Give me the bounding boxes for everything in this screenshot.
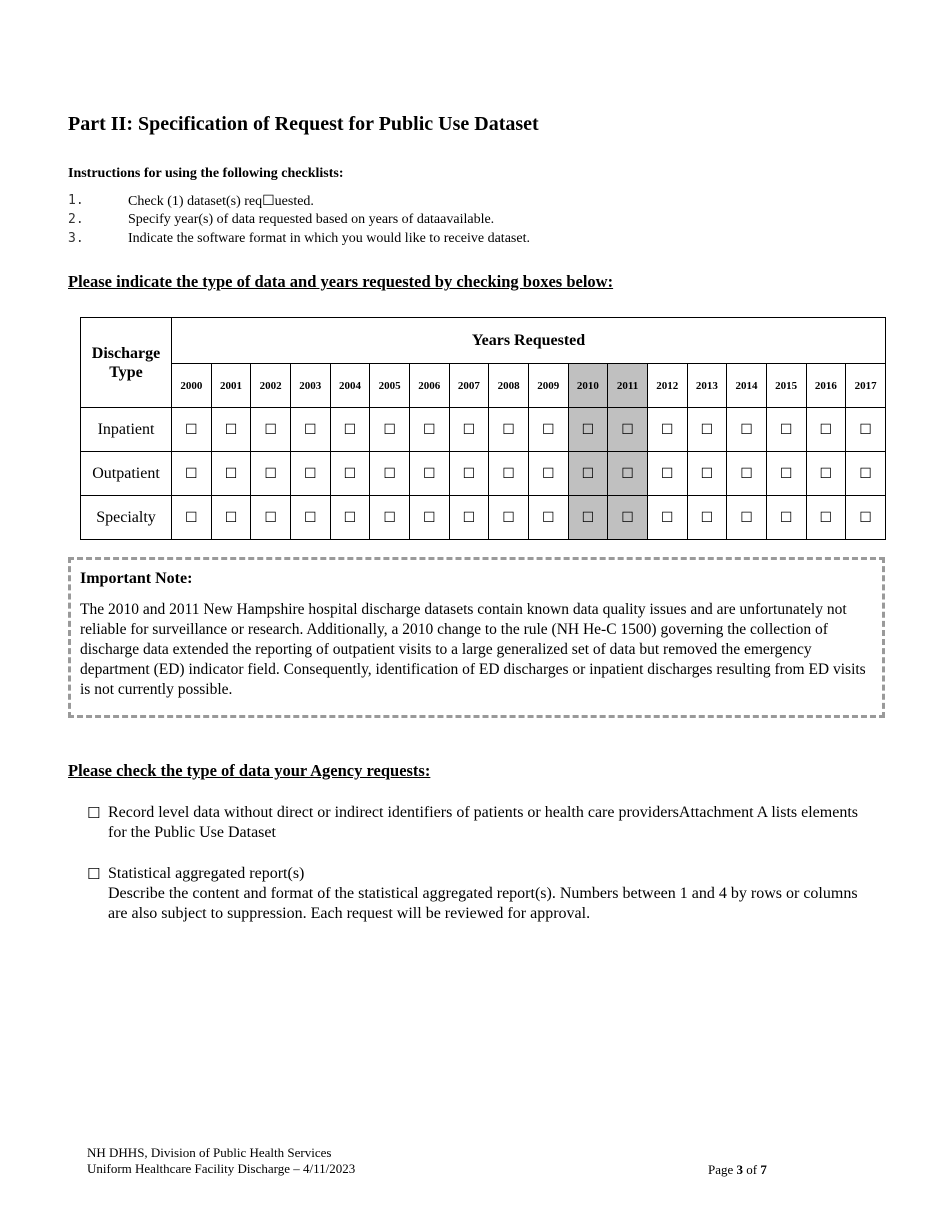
checkbox-specialty-2017[interactable]: ☐ <box>846 496 886 540</box>
checkbox-specialty-2012[interactable]: ☐ <box>647 496 687 540</box>
year-header-2010: 2010 <box>568 364 608 408</box>
checkbox-inpatient-2004[interactable]: ☐ <box>330 408 370 452</box>
page-number-current: 3 <box>736 1162 744 1177</box>
checkbox-specialty-2010[interactable]: ☐ <box>568 496 608 540</box>
checkbox-inpatient-2000[interactable]: ☐ <box>172 408 212 452</box>
checkbox-specialty-2000[interactable]: ☐ <box>172 496 212 540</box>
years-section-heading: Please indicate the type of data and years requested by checking boxes below: <box>68 272 614 291</box>
page-number-middle: of <box>743 1162 761 1177</box>
record-level-label: Record level data without direct or indirect identifiers of patients or health care providersAttachment A lists elements for the Public Use Dataset <box>108 804 858 841</box>
important-note-title: Important Note: <box>80 570 193 587</box>
checkbox-outpatient-2012[interactable]: ☐ <box>647 452 687 496</box>
year-header-2012: 2012 <box>647 364 687 408</box>
table-row <box>81 452 886 496</box>
checkbox-outpatient-2001[interactable]: ☐ <box>211 452 251 496</box>
year-header-2008: 2008 <box>489 364 529 408</box>
table-row <box>81 496 886 540</box>
statistical-report-option <box>87 864 877 924</box>
checkbox-outpatient-2010[interactable]: ☐ <box>568 452 608 496</box>
checkbox-inpatient-2002[interactable]: ☐ <box>251 408 291 452</box>
checkbox-outpatient-2008[interactable]: ☐ <box>489 452 529 496</box>
instruction-item <box>68 193 768 212</box>
instruction-text: Check (1) dataset(s) req☐uested. <box>128 194 314 209</box>
checkbox-outpatient-2002[interactable]: ☐ <box>251 452 291 496</box>
statistical-report-checkbox[interactable]: ☐ <box>87 865 101 883</box>
checkbox-inpatient-2017[interactable]: ☐ <box>846 408 886 452</box>
discharge-type-label: Specialty <box>81 496 172 540</box>
checkbox-specialty-2015[interactable]: ☐ <box>766 496 806 540</box>
checkbox-outpatient-2005[interactable]: ☐ <box>370 452 410 496</box>
year-header-2004: 2004 <box>330 364 370 408</box>
checkbox-specialty-2004[interactable]: ☐ <box>330 496 370 540</box>
checkbox-inpatient-2003[interactable]: ☐ <box>290 408 330 452</box>
checkbox-specialty-2016[interactable]: ☐ <box>806 496 846 540</box>
year-header-2011: 2011 <box>608 364 648 408</box>
important-note-text: The 2010 and 2011 New Hampshire hospital discharge datasets contain known data quality issues and are unfortunately not reliable for surveillance or research. Additionally, a 2010 change to the rule (NH He-C 1500) governing the collection of discharge data extended the reporting of outpatient visits to a large generalized set of data but removed the emergency department (ED) indicator field. Consequently, identification of ED discharges or inpatient discharges resulting from ED visits is not currently possible. <box>80 601 866 698</box>
year-header-2014: 2014 <box>727 364 767 408</box>
year-header-2006: 2006 <box>409 364 449 408</box>
year-header-2017: 2017 <box>846 364 886 408</box>
year-header-2005: 2005 <box>370 364 410 408</box>
checkbox-inpatient-2010[interactable]: ☐ <box>568 408 608 452</box>
checkbox-inpatient-2014[interactable]: ☐ <box>727 408 767 452</box>
instruction-number: 1. <box>68 193 84 208</box>
page-number <box>708 1162 767 1178</box>
checkbox-specialty-2013[interactable]: ☐ <box>687 496 727 540</box>
instruction-item <box>68 231 768 250</box>
year-header-2009: 2009 <box>528 364 568 408</box>
year-header-2001: 2001 <box>211 364 251 408</box>
page-number-total: 7 <box>760 1162 767 1177</box>
checkbox-inpatient-2011[interactable]: ☐ <box>608 408 648 452</box>
checkbox-outpatient-2017[interactable]: ☐ <box>846 452 886 496</box>
checkbox-specialty-2005[interactable]: ☐ <box>370 496 410 540</box>
statistical-report-label: Statistical aggregated report(s) <box>108 865 305 882</box>
instruction-text: Specify year(s) of data requested based on years of dataavailable. <box>128 212 495 227</box>
instruction-number: 2. <box>68 212 84 227</box>
table-row <box>81 408 886 452</box>
checkbox-specialty-2001[interactable]: ☐ <box>211 496 251 540</box>
record-level-option <box>87 803 877 843</box>
checkbox-specialty-2002[interactable]: ☐ <box>251 496 291 540</box>
page-number-prefix: Page <box>708 1162 737 1177</box>
checkbox-inpatient-2015[interactable]: ☐ <box>766 408 806 452</box>
checkbox-inpatient-2012[interactable]: ☐ <box>647 408 687 452</box>
checkbox-specialty-2007[interactable]: ☐ <box>449 496 489 540</box>
instruction-number: 3. <box>68 231 84 246</box>
agency-section-heading: Please check the type of data your Agency requests: <box>68 761 431 780</box>
year-header-2013: 2013 <box>687 364 727 408</box>
checkbox-outpatient-2013[interactable]: ☐ <box>687 452 727 496</box>
checkbox-specialty-2006[interactable]: ☐ <box>409 496 449 540</box>
checkbox-specialty-2011[interactable]: ☐ <box>608 496 648 540</box>
checkbox-inpatient-2005[interactable]: ☐ <box>370 408 410 452</box>
year-header-2016: 2016 <box>806 364 846 408</box>
checkbox-inpatient-2009[interactable]: ☐ <box>528 408 568 452</box>
checkbox-outpatient-2009[interactable]: ☐ <box>528 452 568 496</box>
footer-document-date: Uniform Healthcare Facility Discharge – 4/11/2023 <box>87 1161 356 1176</box>
checkbox-specialty-2003[interactable]: ☐ <box>290 496 330 540</box>
instruction-text: Indicate the software format in which you would like to receive dataset. <box>128 231 530 246</box>
checkbox-specialty-2014[interactable]: ☐ <box>727 496 767 540</box>
checkbox-inpatient-2007[interactable]: ☐ <box>449 408 489 452</box>
checkbox-specialty-2009[interactable]: ☐ <box>528 496 568 540</box>
checkbox-outpatient-2004[interactable]: ☐ <box>330 452 370 496</box>
checkbox-outpatient-2014[interactable]: ☐ <box>727 452 767 496</box>
checkbox-inpatient-2001[interactable]: ☐ <box>211 408 251 452</box>
discharge-type-label: Outpatient <box>81 452 172 496</box>
page-title: Part II: Specification of Request for Public Use Dataset <box>68 113 539 135</box>
year-header-2000: 2000 <box>172 364 212 408</box>
footer-organization: NH DHHS, Division of Public Health Services <box>87 1145 332 1160</box>
checkbox-inpatient-2016[interactable]: ☐ <box>806 408 846 452</box>
checkbox-outpatient-2016[interactable]: ☐ <box>806 452 846 496</box>
discharge-type-header: Discharge Type <box>81 318 172 408</box>
checkbox-outpatient-2003[interactable]: ☐ <box>290 452 330 496</box>
checkbox-outpatient-2015[interactable]: ☐ <box>766 452 806 496</box>
checkbox-inpatient-2013[interactable]: ☐ <box>687 408 727 452</box>
checkbox-specialty-2008[interactable]: ☐ <box>489 496 529 540</box>
instructions-heading: Instructions for using the following checklists: <box>68 166 344 181</box>
years-request-table <box>80 317 886 540</box>
record-level-checkbox[interactable]: ☐ <box>87 804 101 822</box>
discharge-type-label: Inpatient <box>81 408 172 452</box>
years-requested-header: Years Requested <box>172 318 886 364</box>
checkbox-outpatient-2007[interactable]: ☐ <box>449 452 489 496</box>
year-header-2015: 2015 <box>766 364 806 408</box>
year-header-2002: 2002 <box>251 364 291 408</box>
year-header-2003: 2003 <box>290 364 330 408</box>
checkbox-inpatient-2006[interactable]: ☐ <box>409 408 449 452</box>
checkbox-outpatient-2006[interactable]: ☐ <box>409 452 449 496</box>
checkbox-outpatient-2000[interactable]: ☐ <box>172 452 212 496</box>
checkbox-outpatient-2011[interactable]: ☐ <box>608 452 648 496</box>
instructions-list <box>68 193 768 250</box>
checkbox-inpatient-2008[interactable]: ☐ <box>489 408 529 452</box>
footer-left <box>87 1145 355 1177</box>
year-header-2007: 2007 <box>449 364 489 408</box>
important-note-box <box>68 557 885 718</box>
statistical-report-description: Describe the content and format of the statistical aggregated report(s). Numbers between 1 and 4 by rows or columns are also subject to suppression. Each request will be reviewed for approval. <box>108 885 858 922</box>
instruction-item <box>68 212 768 231</box>
